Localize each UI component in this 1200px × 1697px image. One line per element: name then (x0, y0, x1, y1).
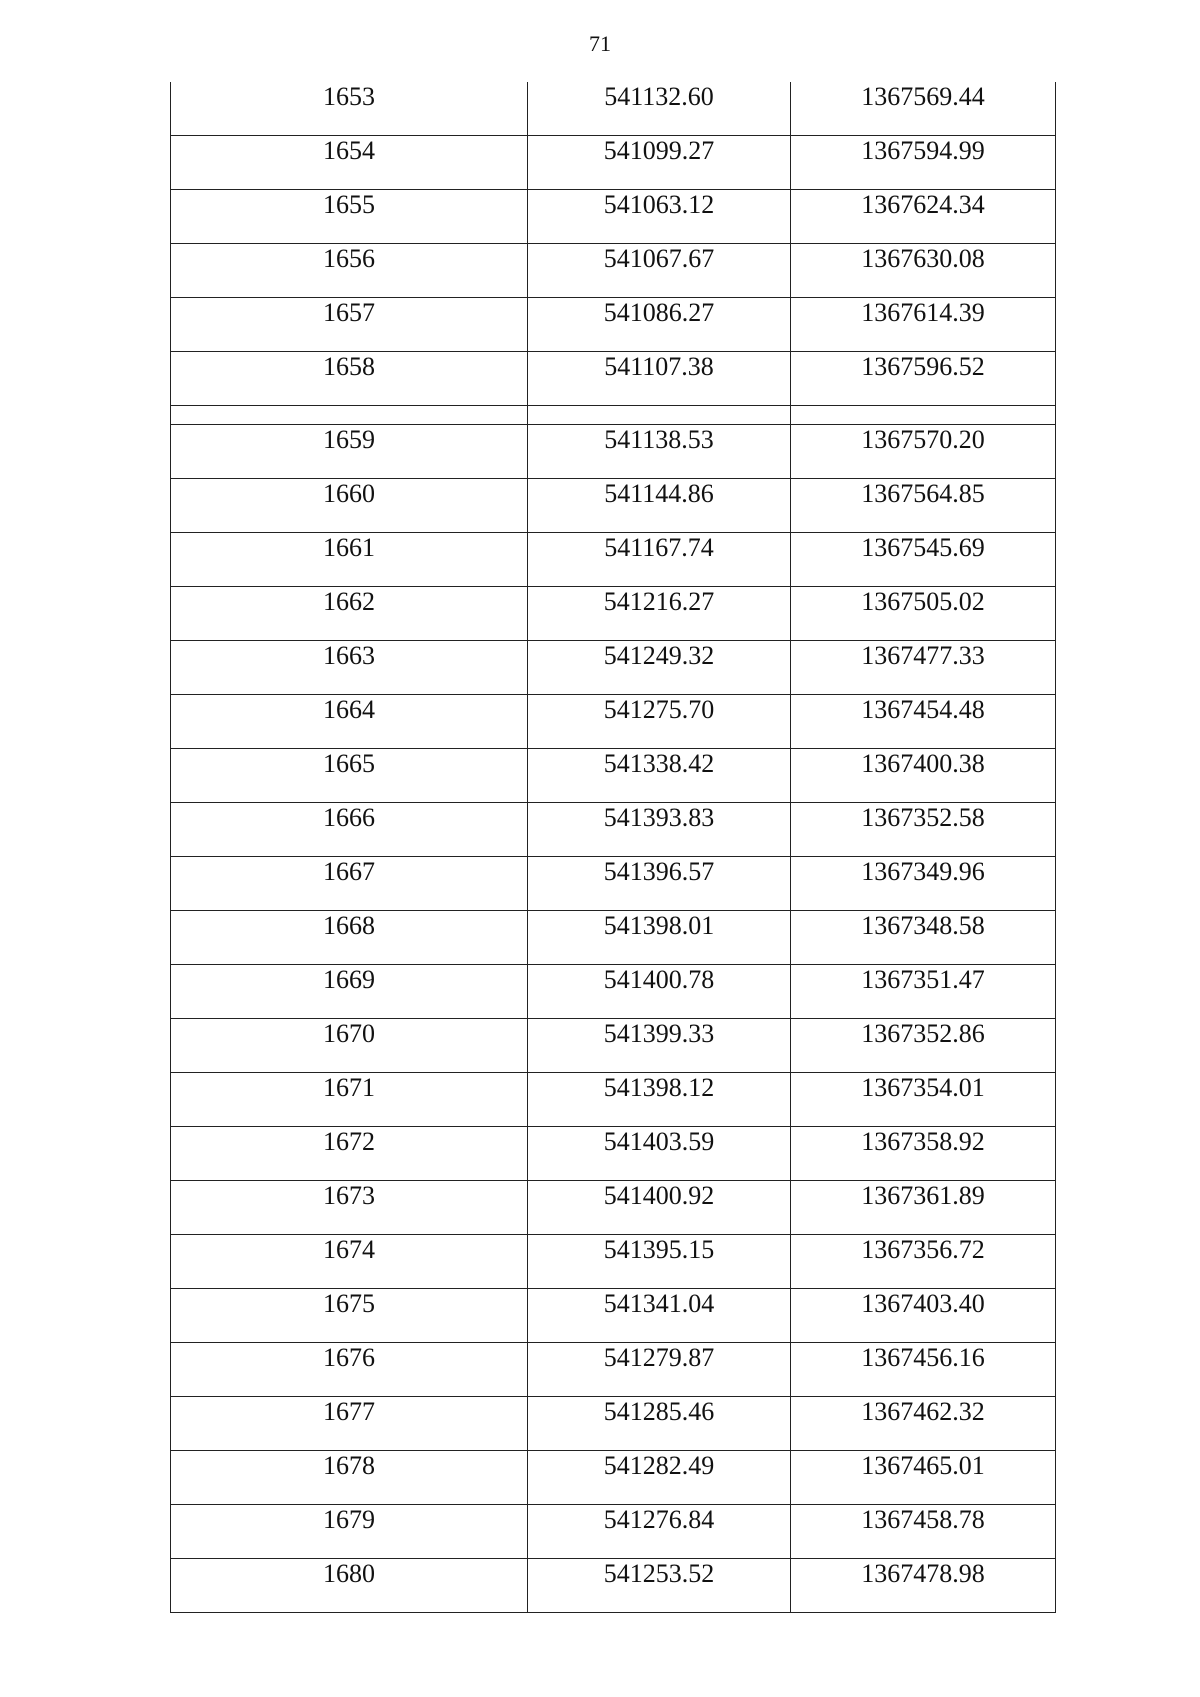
cell-text: 541338.42 (603, 749, 715, 778)
point-number-cell (171, 1235, 528, 1289)
cell-text: 1367624.34 (861, 190, 985, 219)
point-number-cell (171, 298, 528, 352)
y-coordinate-cell (791, 1127, 1056, 1181)
x-coordinate-cell (528, 1019, 791, 1073)
cell-text: 1670 (323, 1019, 375, 1048)
x-coordinate-cell (528, 1235, 791, 1289)
y-coordinate-cell (791, 136, 1056, 190)
table-row (171, 479, 1056, 533)
cell-text: 1367403.40 (861, 1289, 985, 1318)
cell-text: 541132.60 (604, 82, 714, 111)
y-coordinate-cell (791, 479, 1056, 533)
y-coordinate-cell (791, 749, 1056, 803)
point-number-cell (171, 1343, 528, 1397)
point-number-cell (171, 587, 528, 641)
x-coordinate-cell (528, 298, 791, 352)
table-row (171, 533, 1056, 587)
cell-text: 1367352.58 (861, 803, 985, 832)
spacer-cell (528, 406, 791, 425)
cell-text: 541403.59 (603, 1127, 715, 1156)
cell-text: 541086.27 (603, 298, 715, 327)
cell-text: 1367400.38 (861, 749, 985, 778)
table-spacer-row (171, 406, 1056, 425)
cell-text: 1367564.85 (861, 479, 985, 508)
point-number-cell (171, 1559, 528, 1613)
cell-text: 1367569.44 (861, 82, 985, 111)
cell-text: 1653 (323, 82, 375, 111)
cell-text: 1367349.96 (861, 857, 985, 886)
y-coordinate-cell (791, 352, 1056, 406)
y-coordinate-cell (791, 1559, 1056, 1613)
table-row (171, 136, 1056, 190)
cell-text: 1367478.98 (861, 1559, 985, 1588)
table-row (171, 587, 1056, 641)
point-number-cell (171, 803, 528, 857)
cell-text: 1679 (323, 1505, 375, 1534)
cell-text: 1367596.52 (861, 352, 985, 381)
cell-text: 1677 (323, 1397, 375, 1426)
table-row (171, 641, 1056, 695)
x-coordinate-cell (528, 1343, 791, 1397)
cell-text: 541398.12 (603, 1073, 715, 1102)
cell-text: 1659 (323, 425, 375, 454)
cell-text: 541216.27 (603, 587, 715, 616)
table-row (171, 1127, 1056, 1181)
cell-text: 1367454.48 (861, 695, 985, 724)
point-number-cell (171, 1127, 528, 1181)
x-coordinate-cell (528, 1451, 791, 1505)
y-coordinate-cell (791, 533, 1056, 587)
cell-text: 1367348.58 (861, 911, 985, 940)
cell-text: 541399.33 (603, 1019, 715, 1048)
y-coordinate-cell (791, 1235, 1056, 1289)
point-number-cell (171, 136, 528, 190)
table-row (171, 1559, 1056, 1613)
cell-text: 1663 (323, 641, 375, 670)
x-coordinate-cell (528, 587, 791, 641)
cell-text: 541253.52 (603, 1559, 715, 1588)
point-number-cell (171, 82, 528, 136)
page-number: 71 (589, 31, 611, 56)
table-row (171, 1073, 1056, 1127)
cell-text: 1660 (323, 479, 375, 508)
spacer-cell (791, 406, 1056, 425)
cell-text: 1367477.33 (861, 641, 985, 670)
y-coordinate-cell (791, 695, 1056, 749)
table-row (171, 857, 1056, 911)
cell-text: 541275.70 (603, 695, 715, 724)
cell-text: 1367505.02 (861, 587, 985, 616)
cell-text: 541400.78 (603, 965, 715, 994)
y-coordinate-cell (791, 641, 1056, 695)
cell-text: 541063.12 (603, 190, 715, 219)
table-row (171, 298, 1056, 352)
table-row (171, 190, 1056, 244)
cell-text: 541285.46 (603, 1397, 715, 1426)
point-number-cell (171, 1397, 528, 1451)
y-coordinate-cell (791, 1397, 1056, 1451)
cell-text: 1367456.16 (861, 1343, 985, 1372)
cell-text: 1656 (323, 244, 375, 273)
x-coordinate-cell (528, 1397, 791, 1451)
x-coordinate-cell (528, 641, 791, 695)
cell-text: 1654 (323, 136, 375, 165)
point-number-cell (171, 1019, 528, 1073)
y-coordinate-cell (791, 190, 1056, 244)
point-number-cell (171, 1289, 528, 1343)
x-coordinate-cell (528, 244, 791, 298)
cell-text: 1367361.89 (861, 1181, 985, 1210)
point-number-cell (171, 749, 528, 803)
x-coordinate-cell (528, 190, 791, 244)
cell-text: 1367594.99 (861, 136, 985, 165)
point-number-cell (171, 695, 528, 749)
table-row (171, 695, 1056, 749)
cell-text: 1662 (323, 587, 375, 616)
cell-text: 1655 (323, 190, 375, 219)
x-coordinate-cell (528, 1073, 791, 1127)
cell-text: 1661 (323, 533, 375, 562)
y-coordinate-cell (791, 1073, 1056, 1127)
point-number-cell (171, 965, 528, 1019)
cell-text: 541138.53 (604, 425, 714, 454)
x-coordinate-cell (528, 965, 791, 1019)
point-number-cell (171, 857, 528, 911)
cell-text: 1678 (323, 1451, 375, 1480)
cell-text: 541395.15 (603, 1235, 715, 1264)
cell-text: 541341.04 (603, 1289, 715, 1318)
cell-text: 1367462.32 (861, 1397, 985, 1426)
spacer-cell (171, 406, 528, 425)
cell-text: 1367545.69 (861, 533, 985, 562)
table-row (171, 1181, 1056, 1235)
cell-text: 541107.38 (604, 352, 714, 381)
y-coordinate-cell (791, 1019, 1056, 1073)
table-row (171, 1451, 1056, 1505)
coordinates-table-body (171, 82, 1056, 1613)
y-coordinate-cell (791, 911, 1056, 965)
point-number-cell (171, 479, 528, 533)
point-number-cell (171, 911, 528, 965)
cell-text: 1657 (323, 298, 375, 327)
cell-text: 541400.92 (603, 1181, 715, 1210)
y-coordinate-cell (791, 244, 1056, 298)
table-row (171, 82, 1056, 136)
y-coordinate-cell (791, 965, 1056, 1019)
table-row (171, 1397, 1056, 1451)
cell-text: 541398.01 (603, 911, 715, 940)
point-number-cell (171, 352, 528, 406)
x-coordinate-cell (528, 352, 791, 406)
cell-text: 1669 (323, 965, 375, 994)
point-number-cell (171, 244, 528, 298)
point-number-cell (171, 1073, 528, 1127)
table-row (171, 911, 1056, 965)
cell-text: 1674 (323, 1235, 375, 1264)
table-row (171, 1235, 1056, 1289)
point-number-cell (171, 641, 528, 695)
cell-text: 1367465.01 (861, 1451, 985, 1480)
x-coordinate-cell (528, 803, 791, 857)
cell-text: 1367458.78 (861, 1505, 985, 1534)
x-coordinate-cell (528, 1505, 791, 1559)
cell-text: 1672 (323, 1127, 375, 1156)
y-coordinate-cell (791, 1451, 1056, 1505)
cell-text: 1667 (323, 857, 375, 886)
cell-text: 541282.49 (603, 1451, 715, 1480)
x-coordinate-cell (528, 1559, 791, 1613)
cell-text: 541167.74 (604, 533, 714, 562)
x-coordinate-cell (528, 1181, 791, 1235)
cell-text: 1680 (323, 1559, 375, 1588)
cell-text: 541396.57 (603, 857, 715, 886)
cell-text: 1367358.92 (861, 1127, 985, 1156)
x-coordinate-cell (528, 911, 791, 965)
point-number-cell (171, 533, 528, 587)
cell-text: 1671 (323, 1073, 375, 1102)
table-row (171, 749, 1056, 803)
cell-text: 1676 (323, 1343, 375, 1372)
cell-text: 541249.32 (603, 641, 715, 670)
cell-text: 1675 (323, 1289, 375, 1318)
cell-text: 1367630.08 (861, 244, 985, 273)
cell-text: 1665 (323, 749, 375, 778)
y-coordinate-cell (791, 298, 1056, 352)
cell-text: 541393.83 (603, 803, 715, 832)
x-coordinate-cell (528, 533, 791, 587)
cell-text: 541067.67 (603, 244, 715, 273)
cell-text: 1666 (323, 803, 375, 832)
cell-text: 541276.84 (603, 1505, 715, 1534)
table-row (171, 1289, 1056, 1343)
point-number-cell (171, 1451, 528, 1505)
y-coordinate-cell (791, 857, 1056, 911)
table-row (171, 965, 1056, 1019)
coordinates-table (170, 82, 1056, 1613)
y-coordinate-cell (791, 803, 1056, 857)
x-coordinate-cell (528, 1127, 791, 1181)
point-number-cell (171, 425, 528, 479)
point-number-cell (171, 1181, 528, 1235)
x-coordinate-cell (528, 425, 791, 479)
x-coordinate-cell (528, 1289, 791, 1343)
y-coordinate-cell (791, 1181, 1056, 1235)
cell-text: 1367570.20 (861, 425, 985, 454)
y-coordinate-cell (791, 1343, 1056, 1397)
cell-text: 1367351.47 (861, 965, 985, 994)
y-coordinate-cell (791, 1505, 1056, 1559)
point-number-cell (171, 1505, 528, 1559)
cell-text: 541279.87 (603, 1343, 715, 1372)
y-coordinate-cell (791, 425, 1056, 479)
table-row (171, 803, 1056, 857)
x-coordinate-cell (528, 136, 791, 190)
cell-text: 1367354.01 (861, 1073, 985, 1102)
table-row (171, 244, 1056, 298)
cell-text: 1658 (323, 352, 375, 381)
x-coordinate-cell (528, 857, 791, 911)
x-coordinate-cell (528, 479, 791, 533)
cell-text: 541099.27 (603, 136, 715, 165)
y-coordinate-cell (791, 1289, 1056, 1343)
y-coordinate-cell (791, 82, 1056, 136)
y-coordinate-cell (791, 587, 1056, 641)
x-coordinate-cell (528, 749, 791, 803)
point-number-cell (171, 190, 528, 244)
table-row (171, 352, 1056, 406)
cell-text: 1668 (323, 911, 375, 940)
cell-text: 1367614.39 (861, 298, 985, 327)
table-row (171, 1505, 1056, 1559)
cell-text: 1367352.86 (861, 1019, 985, 1048)
table-row (171, 1019, 1056, 1073)
cell-text: 541144.86 (604, 479, 714, 508)
table-row (171, 1343, 1056, 1397)
x-coordinate-cell (528, 695, 791, 749)
cell-text: 1367356.72 (861, 1235, 985, 1264)
cell-text: 1664 (323, 695, 375, 724)
table-row (171, 425, 1056, 479)
x-coordinate-cell (528, 82, 791, 136)
cell-text: 1673 (323, 1181, 375, 1210)
